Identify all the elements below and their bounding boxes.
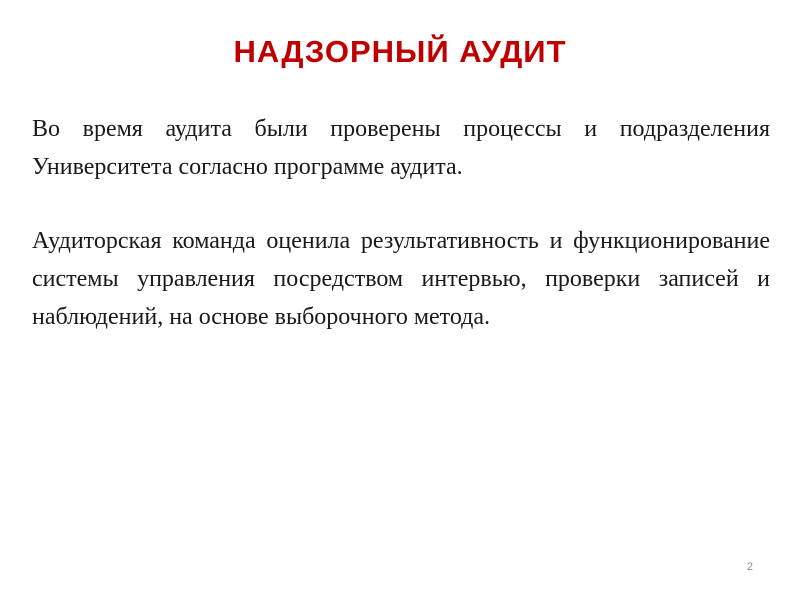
slide-body bbox=[32, 110, 770, 336]
body-paragraph-1: Во время аудита были проверены процессы и подразделения Университета согласно программе аудита. bbox=[32, 116, 770, 180]
slide-title: НАДЗОРНЫЙ АУДИТ bbox=[233, 34, 567, 69]
page-number: 2 bbox=[746, 561, 753, 573]
body-paragraph-2: Аудиторская команда оценила результативность и функционирование системы управления посредством интервью, проверки записей и наблюдений, на основе выборочного метода. bbox=[32, 228, 770, 330]
